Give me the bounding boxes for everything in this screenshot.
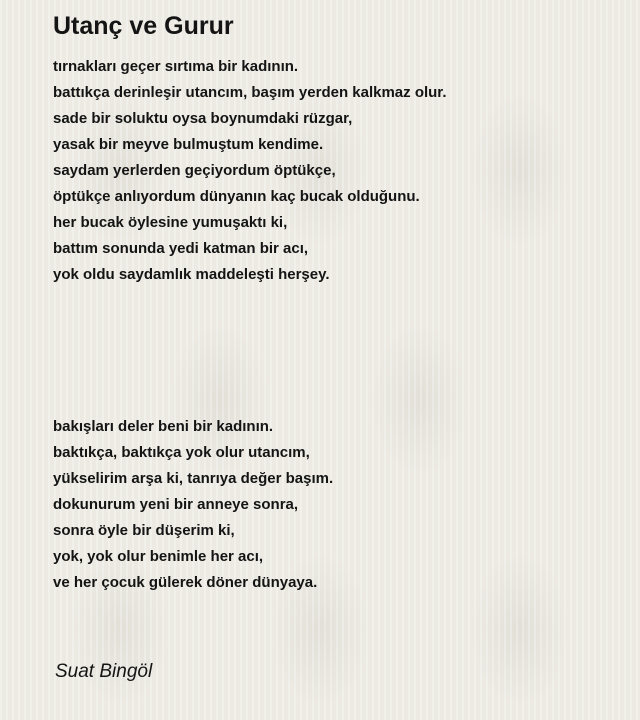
- poem-line: yok oldu saydamlık maddeleşti herşey.: [53, 266, 330, 283]
- poem-title: Utanç ve Gurur: [53, 12, 234, 40]
- poem-line: tırnakları geçer sırtıma bir kadının.: [53, 58, 299, 75]
- poem-line: her bucak öylesine yumuşaktı ki,: [53, 214, 288, 231]
- poem-line: battım sonunda yedi katman bir acı,: [53, 240, 309, 257]
- poem-line: öptükçe anlıyordum dünyanın kaç bucak olduğunu.: [53, 188, 420, 205]
- poem-line: battıkça derinleşir utancım, başım yerden kalkmaz olur.: [53, 84, 447, 101]
- poem-line: saydam yerlerden geçiyordum öptükçe,: [53, 162, 336, 179]
- poem-author: Suat Bingöl: [55, 661, 153, 682]
- poem-line: bakışları deler beni bir kadının.: [53, 418, 274, 435]
- stanza-2: [53, 414, 333, 596]
- poem-line: sade bir soluktu oysa boynumdaki rüzgar,: [53, 110, 353, 127]
- poem-line: sonra öyle bir düşerim ki,: [53, 522, 235, 539]
- poem-line: yasak bir meyve bulmuştum kendime.: [53, 136, 324, 153]
- poem-line: baktıkça, baktıkça yok olur utancım,: [53, 444, 310, 461]
- poem-line: dokunurum yeni bir anneye sonra,: [53, 496, 299, 513]
- stanza-1: [53, 54, 447, 288]
- poem-line: yükselirim arşa ki, tanrıya değer başım.: [53, 470, 334, 487]
- poem-line: yok, yok olur benimle her acı,: [53, 548, 264, 565]
- poem-line: ve her çocuk gülerek döner dünyaya.: [53, 574, 318, 591]
